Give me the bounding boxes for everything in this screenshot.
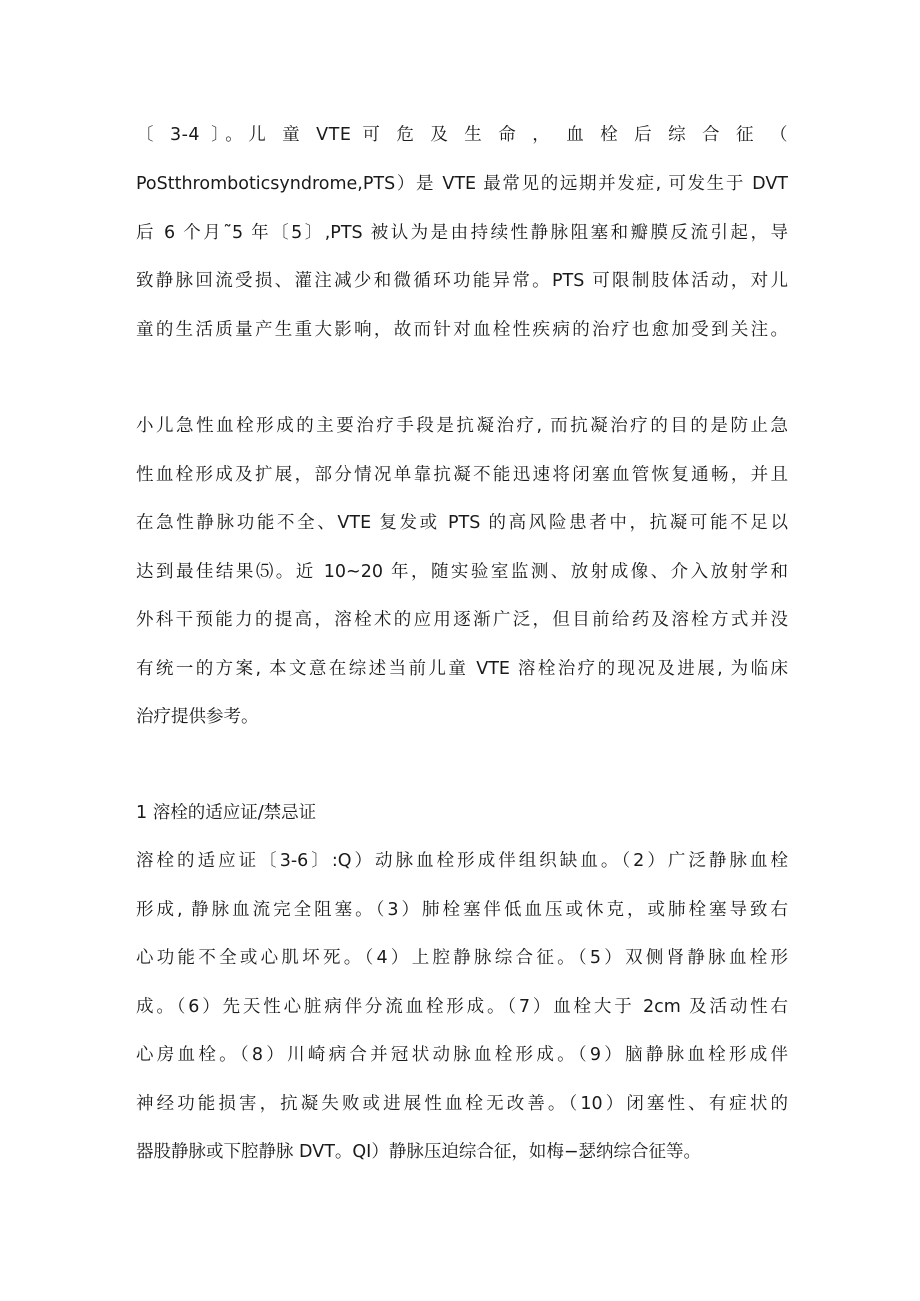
paragraph-1-line-1: 〔 3-4 〕。儿 童 VTE 可 危 及 生 命 ， 血 栓 后 综 合 征 （	[136, 125, 788, 145]
paragraph-3-line-7: 器股静脉或下腔静脉 DVT。QI）静脉压迫综合征，如梅−瑟纳综合征等。	[136, 1142, 701, 1162]
paragraph-3-line-1: 溶栓的适应证〔3-6〕:Q）动脉血栓形成伴组织缺血。（2）广泛静脉血栓	[136, 851, 788, 871]
paragraph-1-line-2: PoStthromboticsyndrome,PTS）是 VTE 最常见的远期并发症, 可发生于 DVT	[136, 174, 788, 194]
paragraph-1-line-4: 致静脉回流受损、灌注减少和微循环功能异常。PTS 可限制肢体活动，对儿	[136, 271, 788, 291]
paragraph-3-line-4: 成。（6）先天性心脏病伴分流血栓形成。（7）血栓大于 2cm 及活动性右	[136, 997, 788, 1017]
paragraph-2-line-1: 小儿急性血栓形成的主要治疗手段是抗凝治疗, 而抗凝治疗的目的是防止急	[136, 416, 788, 436]
paragraph-1-line-3: 后 6 个月˜5 年〔5〕,PTS 被认为是由持续性静脉阻塞和瓣膜反流引起，导	[136, 223, 788, 243]
paragraph-2-line-2: 性血栓形成及扩展，部分情况单靠抗凝不能迅速将闭塞血管恢复通畅，并且	[136, 465, 788, 485]
paragraph-3-line-5: 心房血栓。（8）川崎病合并冠状动脉血栓形成。（9）脑静脉血栓形成伴	[136, 1045, 788, 1065]
paragraph-3-line-3: 心功能不全或心肌坏死。（4）上腔静脉综合征。（5）双侧肾静脉血栓形	[136, 948, 788, 968]
paragraph-1-line-5: 童的生活质量产生重大影响，故而针对血栓性疾病的治疗也愈加受到关注。	[136, 320, 788, 340]
section-heading: 1 溶栓的适应证/禁忌证	[136, 803, 317, 823]
paragraph-2-line-6: 有统一的方案, 本文意在综述当前儿童 VTE 溶栓治疗的现况及进展, 为临床	[136, 659, 788, 679]
paragraph-3-line-6: 神经功能损害，抗凝失败或进展性血栓无改善。（10）闭塞性、有症状的	[136, 1094, 788, 1114]
paragraph-3-line-2: 形成, 静脉血流完全阻塞。（3）肺栓塞伴低血压或休克，或肺栓塞导致右	[136, 900, 788, 920]
paragraph-2-line-4: 达到最佳结果⑸。近 10~20 年，随实验室监测、放射成像、介入放射学和	[136, 562, 788, 582]
paragraph-2-line-3: 在急性静脉功能不全、VTE 复发或 PTS 的高风险患者中，抗凝可能不足以	[136, 513, 788, 533]
paragraph-2-line-7: 治疗提供参考。	[136, 707, 259, 727]
paragraph-2-line-5: 外科干预能力的提高，溶栓术的应用逐渐广泛，但目前给药及溶栓方式并没	[136, 610, 788, 630]
